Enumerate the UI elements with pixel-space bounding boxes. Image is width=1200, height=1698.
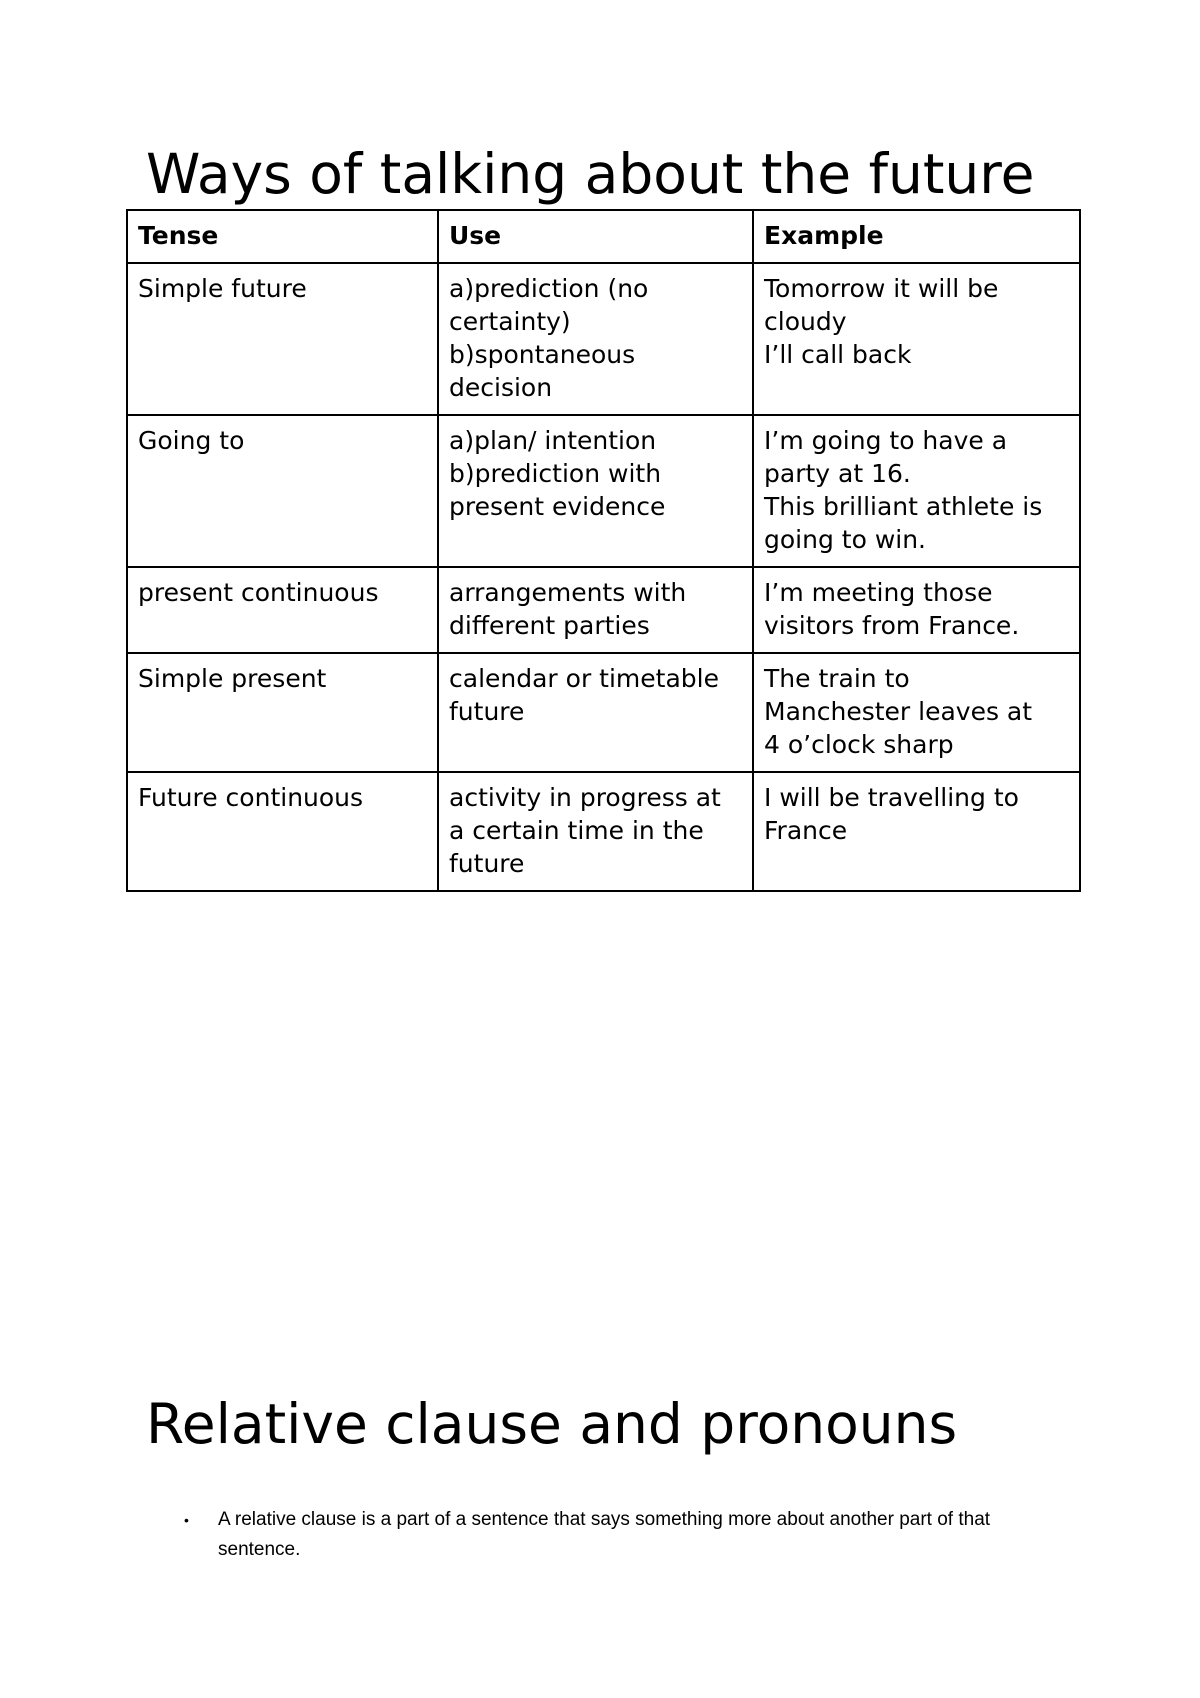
cell-text: Simple present (138, 664, 327, 693)
cell-text: Simple future (138, 274, 307, 303)
bullet-text: sentence. (218, 1539, 301, 1560)
header-tense: Tense (127, 210, 438, 263)
tense-cell (127, 772, 438, 891)
cell-text: future (449, 849, 525, 878)
example-cell (753, 263, 1080, 415)
cell-text: activity in progress at (449, 783, 721, 812)
table-row (127, 567, 1080, 653)
cell-text: visitors from France. (764, 611, 1020, 640)
table-row (127, 653, 1080, 772)
tense-cell (127, 263, 438, 415)
cell-text: I’ll call back (764, 340, 912, 369)
cell-text: I’m meeting those (764, 578, 993, 607)
cell-text: certainty) (449, 307, 571, 336)
cell-text: Tomorrow it will be (764, 274, 999, 303)
cell-text: b)spontaneous (449, 340, 636, 369)
cell-text: calendar or timetable (449, 664, 719, 693)
example-cell (753, 653, 1080, 772)
bullet-list (180, 1505, 1080, 1565)
example-cell (753, 772, 1080, 891)
cell-text: France (764, 816, 848, 845)
cell-text: present evidence (449, 492, 666, 521)
cell-text: future (449, 697, 525, 726)
future-tenses-table (126, 209, 1081, 892)
example-cell (753, 567, 1080, 653)
header-example: Example (753, 210, 1080, 263)
table-row (127, 263, 1080, 415)
bullet-icon: • (184, 1512, 189, 1528)
table-header-row (127, 210, 1080, 263)
page-title: Ways of talking about the future (146, 142, 1035, 206)
use-cell (438, 415, 753, 567)
cell-text: Going to (138, 426, 245, 455)
use-cell (438, 567, 753, 653)
use-cell (438, 772, 753, 891)
cell-text: Future continuous (138, 783, 364, 812)
table-row (127, 415, 1080, 567)
example-cell (753, 415, 1080, 567)
table-row (127, 772, 1080, 891)
cell-text: This brilliant athlete is (764, 492, 1043, 521)
header-use: Use (438, 210, 753, 263)
tense-cell (127, 415, 438, 567)
tense-cell (127, 653, 438, 772)
bullet-text: A relative clause is a part of a sentence that says something more about another part of that (218, 1509, 991, 1530)
cell-text: going to win. (764, 525, 926, 554)
use-cell (438, 263, 753, 415)
use-cell (438, 653, 753, 772)
cell-text: a)prediction (no (449, 274, 649, 303)
list-item (180, 1505, 1080, 1565)
cell-text: a)plan/ intention (449, 426, 657, 455)
cell-text: party at 16. (764, 459, 911, 488)
cell-text: Manchester leaves at (764, 697, 1033, 726)
cell-text: I’m going to have a (764, 426, 1008, 455)
cell-text: b)prediction with (449, 459, 662, 488)
cell-text: a certain time in the (449, 816, 704, 845)
cell-text: different parties (449, 611, 650, 640)
cell-text: I will be travelling to (764, 783, 1019, 812)
tense-cell (127, 567, 438, 653)
cell-text: decision (449, 373, 553, 402)
cell-text: cloudy (764, 307, 847, 336)
cell-text: present continuous (138, 578, 379, 607)
cell-text: 4 o’clock sharp (764, 730, 954, 759)
cell-text: The train to (764, 664, 910, 693)
section-heading: Relative clause and pronouns (146, 1392, 958, 1456)
cell-text: arrangements with (449, 578, 687, 607)
